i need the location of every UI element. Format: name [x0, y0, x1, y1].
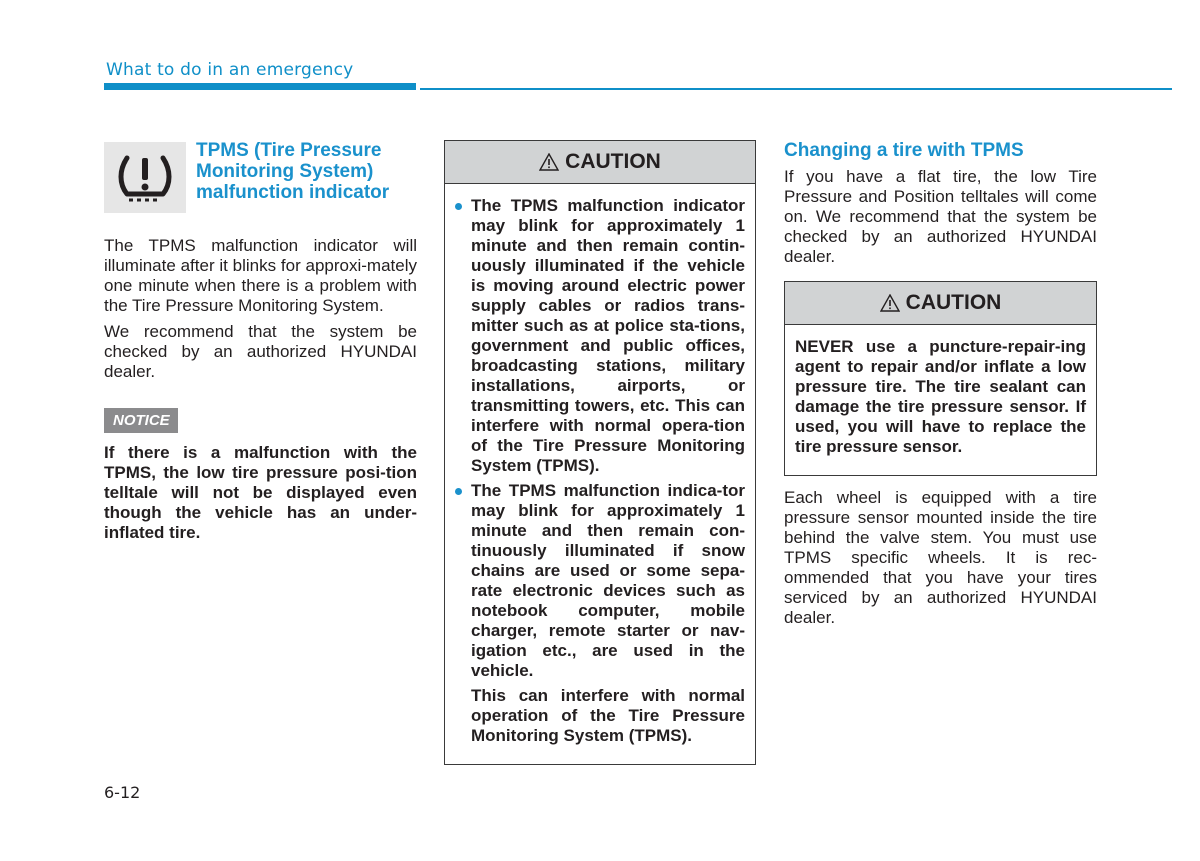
- caution-label: CAUTION: [565, 150, 661, 173]
- section-header-title: What to do in an emergency: [106, 60, 354, 80]
- caution-header: [445, 141, 755, 184]
- notice-badge: NOTICE: [104, 408, 178, 433]
- header-rule-thin: [420, 88, 1172, 90]
- left-paragraph-1: The TPMS malfunction indicator will illuminate after it blinks for approxi-mately one minute when there is a problem with the Tire Pressure Monitoring System.: [104, 236, 417, 315]
- caution-box-sealant: [784, 281, 1097, 476]
- caution-bullet-text: The TPMS malfunction indica-tor may blink for approximately 1 minute and then remain con-tinuously illuminated if snow chains are used or some sepa-rate electronic devices such as notebook computer, mobile charger, remote starter or nav-igation etc., are used in the vehicle.: [471, 481, 745, 680]
- right-paragraph-1: If you have a flat tire, the low Tire Pressure and Position telltales will come on. We recommend that the system be checked by an authorized HYUNDAI dealer.: [784, 167, 1097, 266]
- caution-box-tpms-blink: [444, 140, 756, 765]
- tire-exclamation-icon: [117, 152, 173, 204]
- warning-triangle-icon: [539, 153, 559, 171]
- left-paragraph-2: We recommend that the system be checked by an authorized HYUNDAI dealer.: [104, 322, 417, 381]
- caution-header: [785, 282, 1096, 325]
- caution-bullet-list: [455, 196, 745, 681]
- warning-triangle-icon: [880, 294, 900, 312]
- caution-body: [445, 184, 755, 764]
- caution-label: CAUTION: [905, 291, 1002, 314]
- page-number: 6-12: [104, 783, 141, 802]
- header-rule-thick: [104, 83, 416, 90]
- bullet-dot: [455, 203, 462, 210]
- list-item: [455, 481, 745, 681]
- caution-bullet-text: The TPMS malfunction indicator may blink for approximately 1 minute and then remain contin-uously illuminated if the vehicle is moving around electric power supply cables or radios trans-mitter such as at police sta-tions, government and public offices, broadcasting stations, military installations, airports, or transmitting towers, etc. This can interfere with normal opera-tion of the Tire Pressure Monitoring System (TPMS).: [471, 196, 745, 475]
- caution-follow-up-text: This can interfere with normal operation of the Tire Pressure Monitoring System (TPMS).: [471, 686, 745, 745]
- right-paragraph-2: Each wheel is equipped with a tire pressure sensor mounted inside the tire behind the valve stem. You must use TPMS specific wheels. It is rec-ommended that you have your tires serviced by an authorized HYUNDAI dealer.: [784, 488, 1097, 627]
- caution-body: [785, 325, 1096, 475]
- middle-column: [444, 140, 756, 765]
- right-column: [784, 140, 1097, 634]
- notice-text: If there is a malfunction with the TPMS, the low tire pressure posi-tion telltale will not be displayed even though the vehicle has an under-inflated tire.: [104, 443, 417, 542]
- bullet-dot: [455, 488, 462, 495]
- tpms-malfunction-heading: TPMS (Tire Pressure Monitoring System) malfunction indicator: [196, 140, 390, 203]
- caution-text: NEVER use a puncture-repair-ing agent to repair and/or inflate a low pressure tire. The tire sealant can damage the tire pressure sensor. If used, you will have to replace the tire pressure sensor.: [795, 337, 1086, 456]
- changing-tire-heading: Changing a tire with TPMS: [784, 140, 1024, 161]
- tpms-malfunction-indicator-icon: [104, 142, 186, 213]
- list-item: [455, 196, 745, 476]
- left-text-block: [104, 236, 417, 549]
